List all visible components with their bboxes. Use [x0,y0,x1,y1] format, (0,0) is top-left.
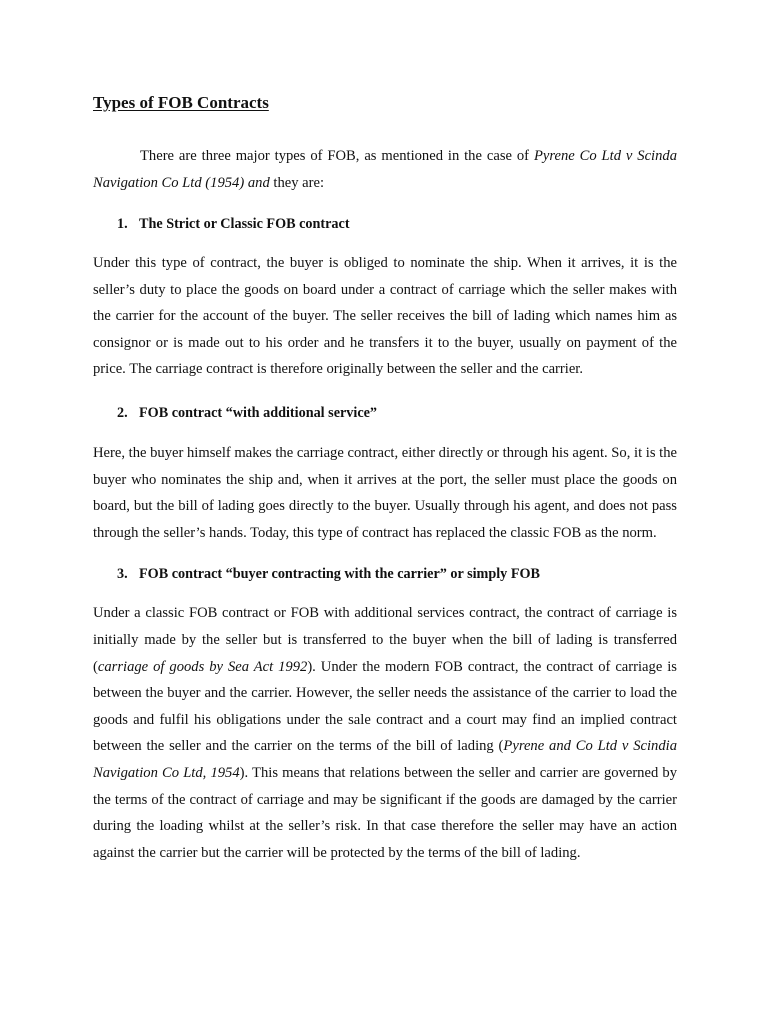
case-citation: Pyrene and Co Ltd v Scindia Navigation Co Ltd, 1954 [93,738,677,781]
section-body-3 [93,600,677,866]
section-heading-text-3: FOB contract “buyer contracting with the carrier” or simply FOB [139,566,540,583]
section-body-3-part1: Under a classic FOB contract or FOB with additional services contract, the contract of carriage is initially made by the seller but is transferred to the buyer when the bill of lading is transferred ( [93,605,677,675]
intro-paragraph [93,143,677,196]
section-heading-2 [93,400,677,426]
section-body-3-part2: ). Under the modern FOB contract, the contract of carriage is between the buyer and the carrier. However, the seller needs the assistance of the carrier to load the goods and fulfil his obligations under the sale contract and a court may find an implied contract between the seller and the carrier on the terms of the bill of lading ( [93,658,677,755]
section-number-1: 1. [117,216,128,232]
section-number-3: 3. [117,566,128,583]
section-heading-3 [93,561,677,587]
section-number-2: 2. [117,404,128,421]
section-heading-text-2: FOB contract “with additional service” [139,404,378,421]
section-body-2: Here, the buyer himself makes the carriage contract, either directly or through his agent. So, it is the buyer who nominates the ship and, when it arrives at the port, the seller must place the goods on board, but the bill of lading goes directly to the buyer. Usually through his agent, and does not pass through the seller’s hands. Today, this type of contract has replaced the classic FOB as the norm. [93,444,677,541]
section-body-1: Under this type of contract, the buyer is obliged to nominate the ship. When it arrives, it is the seller’s duty to place the goods on board under a contract of carriage which the seller makes with the carrier for the account of the buyer. The seller receives the bill of lading which names him as consignor or is made out to his order and he transfers it to the buyer, usually on payment of the price. The carriage contract is therefore originally between the seller and the carrier. [93,255,677,378]
document-page [93,86,677,866]
section-heading-text-1: The Strict or Classic FOB contract [139,216,350,232]
document-title: Types of FOB Contracts [93,93,269,112]
intro-case-name: Pyrene Co Ltd v Scinda Navigation Co Ltd (1954) and [93,148,678,191]
section-heading-1 [93,211,677,237]
act-citation: carriage of goods by Sea Act 1992 [97,658,308,675]
intro-text-before: There are three major types of FOB, as mentioned in the case of [140,148,534,164]
section-body-3-part3: ). This means that relations between the seller and carrier are governed by the terms of the contract of carriage and may be significant if the goods are damaged by the carrier during the loading whilst at the seller’s risk. In that case therefore the seller may have an action against the carrier but the carrier will be protected by the terms of the bill of lading. [93,764,677,861]
intro-text-after: they are: [269,174,325,191]
